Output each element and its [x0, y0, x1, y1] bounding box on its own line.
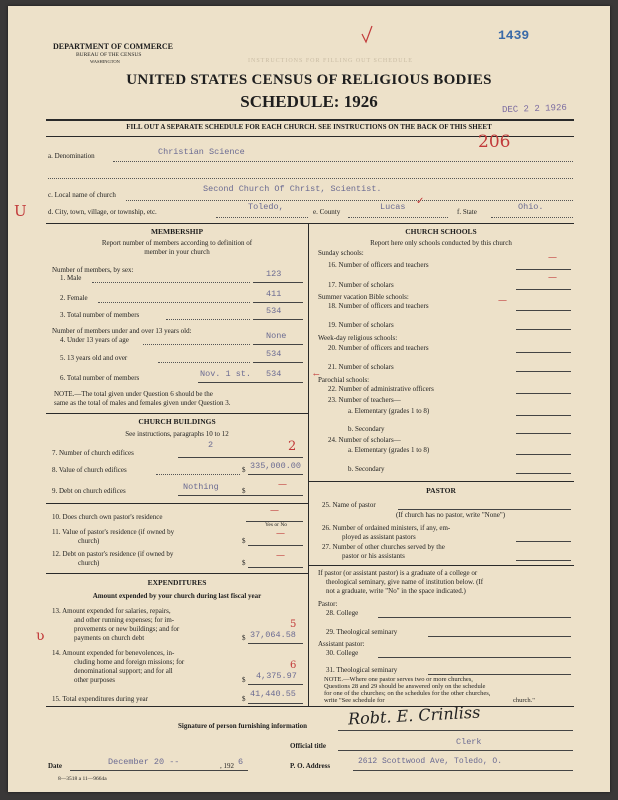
q24-label: 24. Number of scholars— — [328, 436, 401, 444]
q31-label: 31. Theological seminary — [326, 666, 398, 674]
q11-red-dash: — — [276, 529, 285, 539]
q6-value: 534 — [266, 369, 282, 379]
yes-no-hint: Yes or No — [265, 522, 288, 528]
census-schedule-sheet — [8, 6, 610, 792]
q13-line-2: and other running expenses; for im- — [74, 616, 175, 624]
denomination-label: a. Denomination — [48, 152, 95, 160]
q29-label: 29. Theological seminary — [326, 628, 398, 636]
q25-hint: (If church has no pastor, write "None") — [396, 511, 506, 519]
q10-red-dash: — — [270, 506, 279, 516]
county-label: e. County — [313, 208, 341, 216]
po-address-value: 2612 Scottwood Ave, Toledo, O. — [358, 757, 503, 766]
q13-line-4: payments on church debt — [74, 634, 145, 642]
q11-dollar: $ — [242, 537, 246, 545]
q23-label: 23. Number of teachers— — [328, 396, 401, 404]
q5-label: 5. 13 years old and over — [60, 354, 128, 362]
graduate-note-2: theological seminary, give name of institution below. (If — [326, 578, 484, 586]
year-digit: 6 — [238, 757, 244, 767]
sunday-schools-label: Sunday schools: — [318, 249, 364, 257]
date-value: December 20 -- — [108, 757, 180, 767]
buildings-subheading: See instructions, paragraphs 10 to 12 — [125, 430, 229, 438]
q13-value: 37,064.58 — [250, 630, 296, 640]
form-code: 8—3518 a 11—9664a — [58, 776, 107, 782]
assistant-pastor-label: Assistant pastor: — [318, 640, 365, 648]
q4-label: 4. Under 13 years of age — [60, 336, 129, 344]
q15-value: 41,440.55 — [250, 689, 296, 699]
q14-line-2: cluding home and foreign missions; for — [74, 658, 185, 666]
q16-label: 16. Number of officers and teachers — [328, 261, 429, 269]
red-check-icon — [360, 24, 374, 49]
q27-label-2: pastor or his assistants — [342, 552, 405, 560]
membership-intro-1: Report number of members according to definition of — [101, 239, 253, 247]
q21-label: 21. Number of scholars — [328, 363, 394, 371]
schools-subheading: Report here only schools conducted by this church — [370, 239, 512, 247]
schools-heading: CHURCH SCHOOLS — [405, 227, 477, 236]
pastor-note-1: NOTE.—Where one pastor serves two or more churches, — [324, 676, 473, 683]
q7-value: 2 — [208, 440, 214, 450]
q19-label: 19. Number of scholars — [328, 321, 394, 329]
denomination-value: Christian Science — [158, 147, 245, 157]
membership-intro-2: member in your church — [144, 248, 210, 256]
q25-label: 25. Name of pastor — [322, 501, 376, 509]
q6-label: 6. Total number of members — [60, 374, 140, 382]
expenditures-subheading: Amount expended by your church during last fiscal year — [92, 592, 262, 600]
q24b-label: b. Secondary — [348, 465, 385, 473]
department-line: DEPARTMENT OF COMMERCE — [53, 42, 174, 51]
q23a-label: a. Elementary (grades 1 to 8) — [348, 407, 430, 415]
q26-label-1: 26. Number of ordained ministers, if any, em- — [322, 524, 451, 532]
q4-value: None — [266, 331, 287, 341]
pastor-note-5: church." — [513, 697, 535, 704]
stamp-number: 1439 — [498, 28, 530, 43]
q14-value: 4,375.97 — [256, 671, 297, 681]
po-address-label: P. O. Address — [290, 762, 331, 770]
year-prefix: , 192 — [220, 762, 234, 770]
q6-date: Nov. 1 st. — [200, 369, 252, 379]
q9-dollar: $ — [242, 487, 246, 495]
q9-label: 9. Debt on church edifices — [52, 487, 126, 495]
official-title-label: Official title — [290, 742, 326, 750]
date-received-stamp: DEC 2 2 1926 — [501, 102, 567, 116]
church-name-value: Second Church Of Christ, Scientist. — [203, 184, 382, 194]
q18-red-dash: — — [498, 296, 507, 306]
official-title-value: Clerk — [456, 737, 482, 747]
pastor-note-2: Questions 28 and 29 should be answered only on the schedule — [324, 683, 486, 690]
left-margin-mark: ʋ — [36, 628, 45, 644]
pastor-label: Pastor: — [318, 600, 338, 608]
q8-value: 335,000.00 — [250, 461, 302, 471]
membership-note-1: NOTE.—The total given under Question 6 should be the — [54, 390, 213, 398]
schedule-title: SCHEDULE: 1926 — [240, 92, 378, 111]
buildings-heading: CHURCH BUILDINGS — [138, 417, 216, 426]
q3-label: 3. Total number of members — [60, 311, 140, 319]
q17-label: 17. Number of scholars — [328, 281, 394, 289]
q16-red-dash: — — [548, 253, 557, 263]
q14-line-1: 14. Amount expended for benevolences, in- — [52, 649, 175, 657]
q12-dollar: $ — [242, 559, 246, 567]
pastor-note-4: write "See schedule for — [324, 697, 385, 704]
membership-note-2: same as the total of males and females given under Question 3. — [54, 399, 231, 407]
members-by-age: Number of members under and over 13 years old: — [52, 327, 192, 335]
q2-label: 2. Female — [60, 294, 88, 302]
q13-dollar: $ — [242, 634, 246, 642]
signature-label: Signature of person furnishing information — [178, 722, 307, 730]
q12-label-2: church) — [78, 559, 100, 567]
q8-label: 8. Value of church edifices — [52, 466, 127, 474]
red-arrow-icon: ← — [313, 370, 320, 379]
q15-label: 15. Total expenditures during year — [52, 695, 148, 703]
city-label: d. City, town, village, or township, etc. — [48, 208, 157, 216]
q7-red-value: 2 — [288, 439, 297, 454]
q13-red-mark: 5 — [290, 619, 297, 630]
city-line: WASHINGTON — [90, 59, 120, 64]
county-value: Lucas — [380, 202, 406, 212]
summer-schools-label: Summer vacation Bible schools: — [318, 293, 409, 301]
q9-red-dash: — — [278, 480, 287, 490]
church-name-label: c. Local name of church — [48, 191, 116, 199]
city-value: Toledo, — [248, 202, 284, 212]
ghost-text: INSTRUCTIONS FOR FILLING OUT SCHEDULE — [248, 58, 413, 64]
q14-dollar: $ — [242, 676, 246, 684]
q1-value: 123 — [266, 269, 282, 279]
red-u-mark: U — [14, 202, 27, 220]
q11-label-2: church) — [78, 537, 100, 545]
q15-dollar: $ — [242, 695, 246, 703]
members-by-sex: Number of members, by sex: — [52, 266, 134, 274]
q28-label: 28. College — [326, 609, 359, 617]
q26-label-2: ployed as assistant pastors — [342, 533, 416, 541]
red-number: 206 — [478, 132, 511, 152]
q30-label: 30. College — [326, 649, 359, 657]
q5-value: 534 — [266, 349, 282, 359]
q9-value: Nothing — [183, 482, 219, 492]
graduate-note-1: If pastor (or assistant pastor) is a graduate of a college or — [318, 569, 478, 577]
state-label: f. State — [457, 208, 477, 216]
date-label: Date — [48, 762, 62, 770]
q12-label-1: 12. Debt on pastor's residence (if owned by — [52, 550, 174, 558]
parochial-schools-label: Parochial schools: — [318, 376, 370, 384]
instruction-line: FILL OUT A SEPARATE SCHEDULE FOR EACH CHURCH. SEE INSTRUCTIONS ON THE BACK OF THIS SHEET — [126, 123, 492, 131]
pastor-note-3: for one of the churches; on the schedules for the other churches, — [324, 690, 491, 697]
q1-label: 1. Male — [60, 274, 82, 282]
q22-label: 22. Number of administrative officers — [328, 385, 434, 393]
form-title: UNITED STATES CENSUS OF RELIGIOUS BODIES — [126, 72, 492, 88]
bureau-line: BUREAU OF THE CENSUS — [76, 52, 142, 58]
expenditures-heading: EXPENDITURES — [147, 578, 207, 587]
pastor-heading: PASTOR — [426, 486, 456, 495]
q24a-label: a. Elementary (grades 1 to 8) — [348, 446, 430, 454]
q20-label: 20. Number of officers and teachers — [328, 344, 429, 352]
membership-heading: MEMBERSHIP — [150, 227, 204, 236]
q23b-label: b. Secondary — [348, 425, 385, 433]
q12-red-dash: — — [276, 551, 285, 561]
q27-label-1: 27. Number of other churches served by the — [322, 543, 445, 551]
red-tick-icon: ✓ — [416, 196, 425, 207]
q14-line-4: other purposes — [74, 676, 116, 684]
q14-red-mark: 6 — [290, 660, 297, 671]
graduate-note-3: not a graduate, write "No" in the space indicated.) — [326, 587, 466, 595]
q2-value: 411 — [266, 289, 282, 299]
q14-line-3: denominational support; and for all — [74, 667, 173, 675]
q17-red-dash: — — [548, 273, 557, 283]
signature: Robt. E. Crinliss — [347, 702, 481, 729]
q13-line-1: 13. Amount expended for salaries, repairs, — [52, 607, 171, 615]
q7-label: 7. Number of church edifices — [52, 449, 134, 457]
q3-value: 534 — [266, 306, 282, 316]
q8-dollar: $ — [242, 466, 246, 474]
state-value: Ohio. — [518, 202, 544, 212]
q18-label: 18. Number of officers and teachers — [328, 302, 429, 310]
weekday-schools-label: Week-day religious schools: — [318, 334, 398, 342]
q11-label-1: 11. Value of pastor's residence (if owned by — [52, 528, 175, 536]
q13-line-3: provements or new buildings; and for — [74, 625, 180, 633]
q10-label: 10. Does church own pastor's residence — [52, 513, 163, 521]
